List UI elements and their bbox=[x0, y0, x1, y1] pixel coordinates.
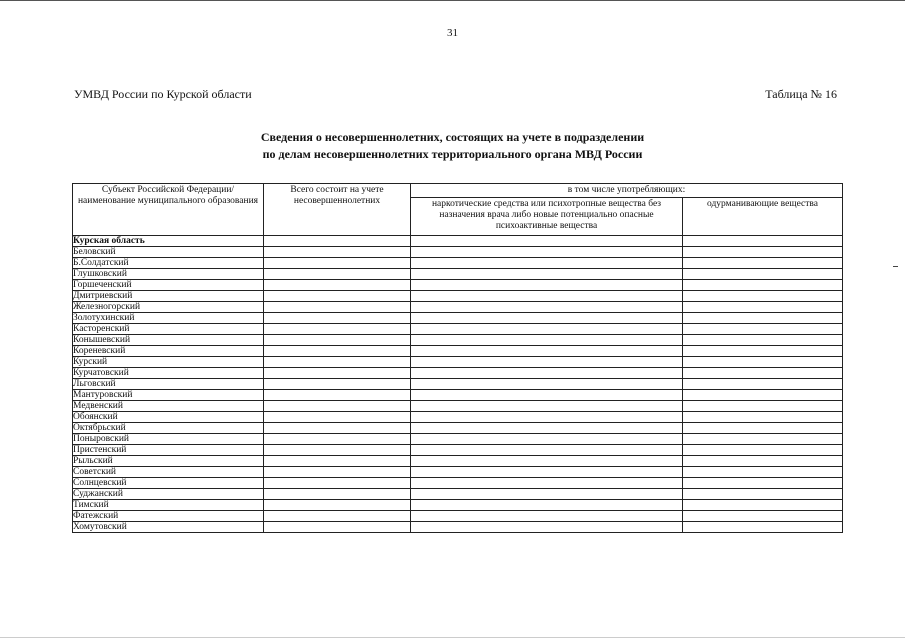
cell-intoxicants bbox=[683, 522, 843, 533]
cell-intoxicants bbox=[683, 258, 843, 269]
district-name: Медвенский bbox=[73, 401, 264, 412]
cell-total bbox=[264, 445, 411, 456]
table-row bbox=[73, 346, 843, 357]
table-row bbox=[73, 390, 843, 401]
title-line-1: Сведения о несовершеннолетних, состоящих на учете в подразделении bbox=[260, 130, 645, 144]
cell-intoxicants bbox=[683, 357, 843, 368]
cell-drugs bbox=[411, 456, 683, 467]
district-name: Поныровский bbox=[73, 434, 264, 445]
cell-total bbox=[264, 313, 411, 324]
cell-drugs bbox=[411, 335, 683, 346]
cell-drugs bbox=[411, 291, 683, 302]
cell-intoxicants bbox=[683, 269, 843, 280]
cell-total bbox=[264, 478, 411, 489]
cell-total bbox=[264, 522, 411, 533]
district-name: Конышевский bbox=[73, 335, 264, 346]
cell-intoxicants bbox=[683, 511, 843, 522]
table-row bbox=[73, 511, 843, 522]
district-name: Рыльский bbox=[73, 456, 264, 467]
cell-drugs bbox=[411, 379, 683, 390]
cell-intoxicants bbox=[683, 291, 843, 302]
table-row bbox=[73, 291, 843, 302]
table-row bbox=[73, 379, 843, 390]
district-name: Солнцевский bbox=[73, 478, 264, 489]
table-body bbox=[73, 236, 843, 533]
cell-drugs bbox=[411, 269, 683, 280]
cell-total bbox=[264, 390, 411, 401]
table-row bbox=[73, 357, 843, 368]
cell-drugs bbox=[411, 258, 683, 269]
cell-intoxicants bbox=[683, 346, 843, 357]
district-name: Кореневский bbox=[73, 346, 264, 357]
header-total: Всего состоит на учете несовершеннолетних bbox=[264, 184, 411, 236]
table-row bbox=[73, 313, 843, 324]
title-line-2: по делам несовершеннолетних территориального органа МВД России bbox=[262, 147, 643, 161]
district-name: Хомутовский bbox=[73, 522, 264, 533]
cell-drugs bbox=[411, 467, 683, 478]
cell-drugs bbox=[411, 489, 683, 500]
cell-total bbox=[264, 247, 411, 258]
cell-drugs bbox=[411, 247, 683, 258]
table-row bbox=[73, 478, 843, 489]
district-name: Золотухинский bbox=[73, 313, 264, 324]
district-name: Советский bbox=[73, 467, 264, 478]
cell-total bbox=[264, 379, 411, 390]
cell-intoxicants bbox=[683, 412, 843, 423]
district-name: Б.Солдатский bbox=[73, 258, 264, 269]
cell-intoxicants bbox=[683, 390, 843, 401]
cell-total bbox=[264, 269, 411, 280]
table-number: Таблица № 16 bbox=[765, 87, 837, 101]
cell-total bbox=[264, 434, 411, 445]
cell-drugs bbox=[411, 401, 683, 412]
cell-total bbox=[264, 324, 411, 335]
cell-drugs bbox=[411, 324, 683, 335]
district-name: Дмитриевский bbox=[73, 291, 264, 302]
table-row bbox=[73, 302, 843, 313]
cell-total bbox=[264, 368, 411, 379]
cell-total bbox=[264, 335, 411, 346]
cell-intoxicants bbox=[683, 489, 843, 500]
cell-intoxicants bbox=[683, 236, 843, 247]
district-name: Льговский bbox=[73, 379, 264, 390]
cell-total bbox=[264, 489, 411, 500]
cell-total bbox=[264, 302, 411, 313]
table-row bbox=[73, 423, 843, 434]
cell-intoxicants bbox=[683, 434, 843, 445]
bottom-scan-edge bbox=[0, 637, 905, 638]
table-row bbox=[73, 445, 843, 456]
cell-drugs bbox=[411, 302, 683, 313]
cell-total bbox=[264, 258, 411, 269]
district-name: Фатежский bbox=[73, 511, 264, 522]
table-row bbox=[73, 500, 843, 511]
report-table bbox=[72, 183, 843, 533]
cell-drugs bbox=[411, 511, 683, 522]
header-group: в том числе употребляющих: bbox=[411, 184, 843, 198]
table-row bbox=[73, 335, 843, 346]
district-name: Пристенский bbox=[73, 445, 264, 456]
cell-total bbox=[264, 236, 411, 247]
cell-intoxicants bbox=[683, 280, 843, 291]
cell-total bbox=[264, 423, 411, 434]
cell-intoxicants bbox=[683, 335, 843, 346]
district-name: Глушковский bbox=[73, 269, 264, 280]
table-row bbox=[73, 401, 843, 412]
district-name: Суджанский bbox=[73, 489, 264, 500]
district-name: Железногорский bbox=[73, 302, 264, 313]
cell-intoxicants bbox=[683, 423, 843, 434]
cell-total bbox=[264, 401, 411, 412]
table-row bbox=[73, 324, 843, 335]
district-name: Горшеченский bbox=[73, 280, 264, 291]
organization-name: УМВД России по Курской области bbox=[74, 87, 252, 101]
cell-drugs bbox=[411, 434, 683, 445]
cell-intoxicants bbox=[683, 456, 843, 467]
document-title bbox=[0, 129, 905, 163]
cell-intoxicants bbox=[683, 247, 843, 258]
cell-intoxicants bbox=[683, 368, 843, 379]
table-row bbox=[73, 236, 843, 247]
cell-total bbox=[264, 456, 411, 467]
table-row bbox=[73, 522, 843, 533]
cell-intoxicants bbox=[683, 313, 843, 324]
cell-total bbox=[264, 346, 411, 357]
table-row bbox=[73, 412, 843, 423]
header-intoxicants: одурманивающие вещества bbox=[683, 198, 843, 236]
district-name: Тимский bbox=[73, 500, 264, 511]
cell-drugs bbox=[411, 423, 683, 434]
table-row bbox=[73, 456, 843, 467]
cell-drugs bbox=[411, 346, 683, 357]
cell-total bbox=[264, 500, 411, 511]
district-name: Обоянский bbox=[73, 412, 264, 423]
table-row bbox=[73, 368, 843, 379]
cell-drugs bbox=[411, 236, 683, 247]
cell-drugs bbox=[411, 313, 683, 324]
cell-drugs bbox=[411, 522, 683, 533]
cell-intoxicants bbox=[683, 324, 843, 335]
cell-drugs bbox=[411, 357, 683, 368]
top-rule bbox=[0, 0, 905, 1]
cell-intoxicants bbox=[683, 500, 843, 511]
cell-drugs bbox=[411, 478, 683, 489]
page-number: 31 bbox=[447, 27, 458, 39]
district-name: Касторенский bbox=[73, 324, 264, 335]
header-drugs: наркотические средства или психотропные вещества без назначения врача либо новые потенциально опасные психоактивные вещества bbox=[411, 198, 683, 236]
table-row bbox=[73, 489, 843, 500]
cell-drugs bbox=[411, 280, 683, 291]
table-row bbox=[73, 434, 843, 445]
cell-total bbox=[264, 511, 411, 522]
table-row bbox=[73, 258, 843, 269]
cell-intoxicants bbox=[683, 302, 843, 313]
region-name: Курская область bbox=[73, 236, 264, 247]
district-name: Беловский bbox=[73, 247, 264, 258]
district-name: Мантуровский bbox=[73, 390, 264, 401]
cell-total bbox=[264, 291, 411, 302]
cell-total bbox=[264, 280, 411, 291]
table-row bbox=[73, 467, 843, 478]
cell-drugs bbox=[411, 500, 683, 511]
cell-intoxicants bbox=[683, 445, 843, 456]
district-name: Октябрьский bbox=[73, 423, 264, 434]
cell-drugs bbox=[411, 368, 683, 379]
district-name: Курчатовский bbox=[73, 368, 264, 379]
district-name: Курский bbox=[73, 357, 264, 368]
cell-total bbox=[264, 412, 411, 423]
header-subject: Субъект Российской Федерации/ наименование муниципального образования bbox=[73, 184, 264, 236]
cell-total bbox=[264, 357, 411, 368]
cell-drugs bbox=[411, 390, 683, 401]
cell-intoxicants bbox=[683, 401, 843, 412]
table-row bbox=[73, 269, 843, 280]
cell-total bbox=[264, 467, 411, 478]
cell-intoxicants bbox=[683, 478, 843, 489]
cell-intoxicants bbox=[683, 467, 843, 478]
table-row bbox=[73, 247, 843, 258]
margin-mark bbox=[893, 266, 898, 267]
table-row bbox=[73, 280, 843, 291]
cell-drugs bbox=[411, 445, 683, 456]
cell-intoxicants bbox=[683, 379, 843, 390]
cell-drugs bbox=[411, 412, 683, 423]
